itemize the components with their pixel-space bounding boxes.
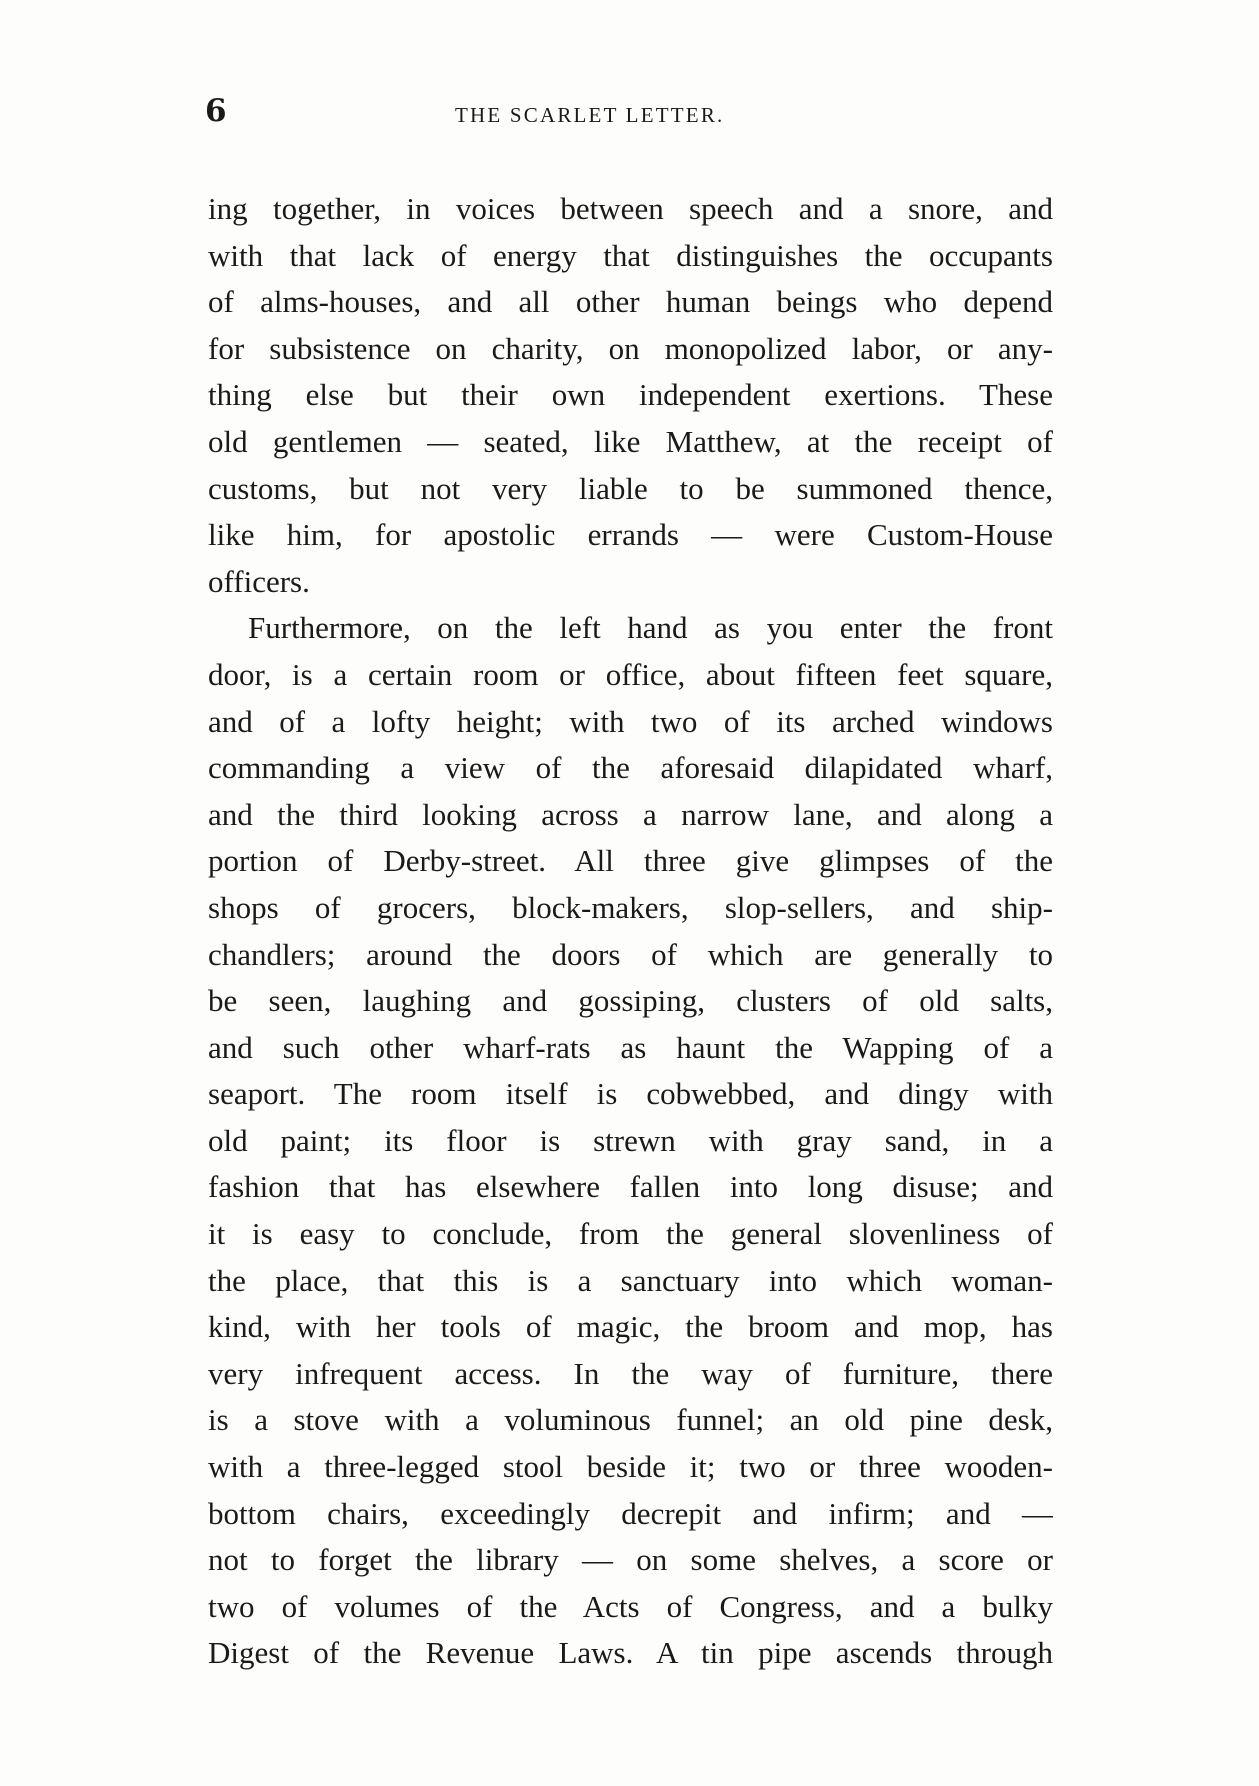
text-line: with a three-legged stool beside it; two or three wooden- xyxy=(208,1449,1053,1485)
text-line: customs, but not very liable to be summoned thence, xyxy=(208,470,1053,506)
text-line: two of volumes of the Acts of Congress, and a bulky xyxy=(208,1588,1053,1624)
text-line: and of a lofty height; with two of its arched windows xyxy=(208,703,1053,739)
book-title: THE SCARLET LETTER. xyxy=(455,103,725,127)
paragraph-start-line: Furthermore, on the left hand as you enter the front xyxy=(248,610,1053,646)
paragraph-end-line: officers. xyxy=(208,563,310,599)
text-line: Digest of the Revenue Laws. A tin pipe ascends through xyxy=(208,1635,1053,1671)
running-head xyxy=(205,93,1053,137)
text-line: door, is a certain room or office, about fifteen feet square, xyxy=(208,656,1053,692)
text-line: with that lack of energy that distinguishes the occupants xyxy=(208,237,1053,273)
text-line: thing else but their own independent exertions. These xyxy=(208,377,1053,413)
text-line: fashion that has elsewhere fallen into long disuse; and xyxy=(208,1169,1053,1205)
text-line: very infrequent access. In the way of furniture, there xyxy=(208,1355,1053,1391)
text-line: for subsistence on charity, on monopolized labor, or any- xyxy=(208,330,1053,366)
text-line: not to forget the library — on some shelves, a score or xyxy=(208,1542,1053,1578)
body-text xyxy=(208,186,1053,1677)
text-line: is a stove with a voluminous funnel; an old pine desk, xyxy=(208,1402,1053,1438)
text-line: shops of grocers, block-makers, slop-sellers, and ship- xyxy=(208,889,1053,925)
text-line: commanding a view of the aforesaid dilapidated wharf, xyxy=(208,750,1053,786)
text-line: like him, for apostolic errands — were Custom-House xyxy=(208,517,1053,553)
text-line: it is easy to conclude, from the general slovenliness of xyxy=(208,1216,1053,1252)
text-line: kind, with her tools of magic, the broom and mop, has xyxy=(208,1309,1053,1345)
page-number: 6 xyxy=(205,93,227,129)
text-line: and such other wharf-rats as haunt the Wapping of a xyxy=(208,1029,1053,1065)
text-line: the place, that this is a sanctuary into which woman- xyxy=(208,1262,1053,1298)
text-line: old paint; its floor is strewn with gray sand, in a xyxy=(208,1122,1053,1158)
text-line: old gentlemen — seated, like Matthew, at the receipt of xyxy=(208,423,1053,459)
text-line: portion of Derby-street. All three give glimpses of the xyxy=(208,843,1053,879)
text-line: and the third looking across a narrow lane, and along a xyxy=(208,796,1053,832)
text-line: ing together, in voices between speech and a snore, and xyxy=(208,191,1053,226)
text-line: be seen, laughing and gossiping, clusters of old salts, xyxy=(208,983,1053,1019)
text-line: seaport. The room itself is cobwebbed, and dingy with xyxy=(208,1076,1053,1112)
text-line: of alms-houses, and all other human beings who depend xyxy=(208,284,1053,320)
text-line: bottom chairs, exceedingly decrepit and infirm; and — xyxy=(208,1495,1053,1531)
text-line: chandlers; around the doors of which are generally to xyxy=(208,936,1053,972)
